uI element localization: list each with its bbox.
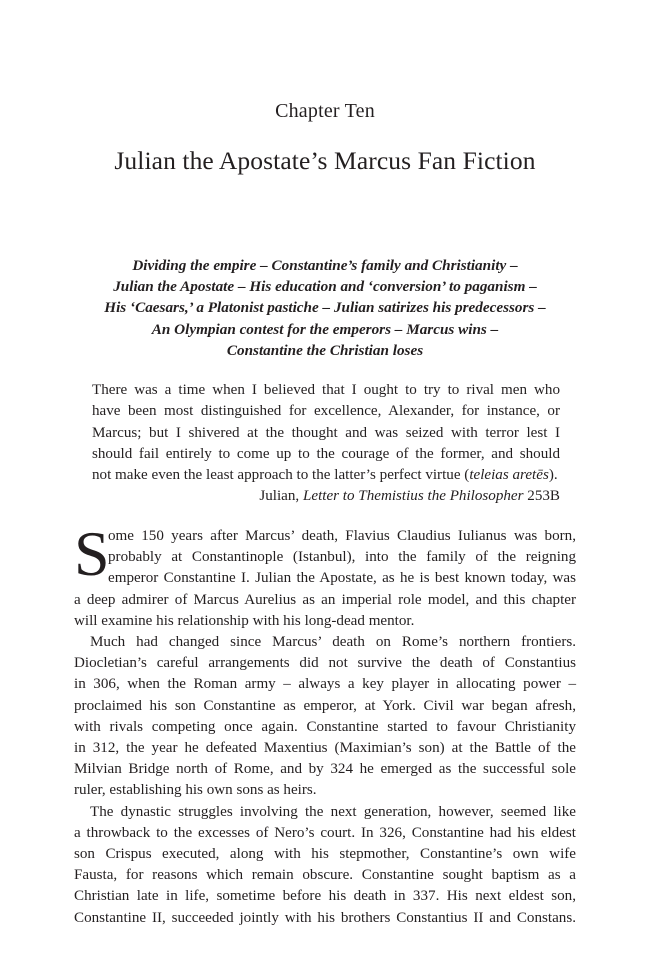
body-line: with rivals competing once again. Constantine started to favour Christianity [74,718,576,735]
body-line: a throwback to the excesses of Nero’s court. In 326, Constantine had his eldest [74,824,576,841]
body-line: The dynastic struggles involving the next generation, however, seemed like [90,803,576,820]
body-line: probably at Constantinople (Istanbul), into the family of the reigning [108,549,576,566]
epigraph [92,380,560,508]
synopsis-line: An Olympian contest for the emperors – Marcus wins – [151,320,499,338]
epigraph-text: not make even the least approach to the latter’s perfect virtue ( [92,467,470,484]
greek-term: teleias aretēs [469,467,549,484]
chapter-title: Julian the Apostate’s Marcus Fan Fiction [114,146,536,175]
epigraph-line: should fail entirely to come up to the courage of the former, and should [92,445,560,462]
body-line: proclaimed his son Constantine as emperor, at York. Civil war began afresh, [74,697,576,714]
attribution-work: Letter to Themistius the Philosopher [302,488,524,505]
epigraph-last-line [92,465,560,486]
epigraph-line: There was a time when I believed that I ought to try to rival men who [92,382,560,398]
body-line: son Crispus executed, along with his stepmother, Constantine’s own wife [74,846,576,863]
epigraph-line: have been most distinguished for excellence, Alexander, for instance, or [92,403,560,420]
body-line: ome 150 years after Marcus’ death, Flavius Claudius Iulianus was born, [108,528,576,544]
attribution-reference: 253B [523,488,560,505]
body-line: Christian late in life, sometime before his death in 337. His next eldest son, [74,888,576,905]
body-line: Fausta, for reasons which remain obscure. Constantine sought baptism as a [74,867,576,884]
synopsis-line: Julian the Apostate – His education and ‘conversion’ to paganism – [113,278,537,296]
body-line: Much had changed since Marcus’ death on Rome’s northern frontiers. [90,634,576,651]
chapter-number: Chapter Ten [275,100,375,122]
drop-cap: S [74,518,110,589]
attribution-author: Julian, [259,488,303,505]
body-line: Milvian Bridge north of Rome, and by 324 he emerged as the successful sole [74,761,576,778]
body-line: in 306, when the Roman army – always a key player in allocating power – [74,676,576,693]
body-line: Diocletian’s careful arrangements did not survive the death of Constantius [74,655,576,672]
body-line: in 312, the year he defeated Maxentius (Maximian’s son) at the Battle of the [74,740,576,757]
body-text [74,518,576,929]
body-line: a deep admirer of Marcus Aurelius as an imperial role model, and this chapter [74,591,576,608]
epigraph-text: ). [548,467,558,484]
chapter-synopsis [70,255,580,361]
body-line: will examine his relationship with his long-dead mentor. [74,612,415,629]
synopsis-line: Dividing the empire – Constantine’s family and Christianity – [132,257,518,274]
synopsis-line: Constantine the Christian loses [226,341,424,359]
body-line: emperor Constantine I. Julian the Apostate, as he is best known today, was [108,570,576,587]
epigraph-line: Marcus; but I shivered at the thought and was seized with terror lest I [92,424,560,441]
epigraph-attribution [92,486,560,507]
body-line: Constantine II, succeeded jointly with his brothers Constantius II and Constans. [74,909,576,926]
body-line: ruler, establishing his own sons as heirs. [74,782,317,799]
synopsis-line: His ‘Caesars,’ a Platonist pastiche – Julian satirizes his predecessors – [104,299,546,317]
